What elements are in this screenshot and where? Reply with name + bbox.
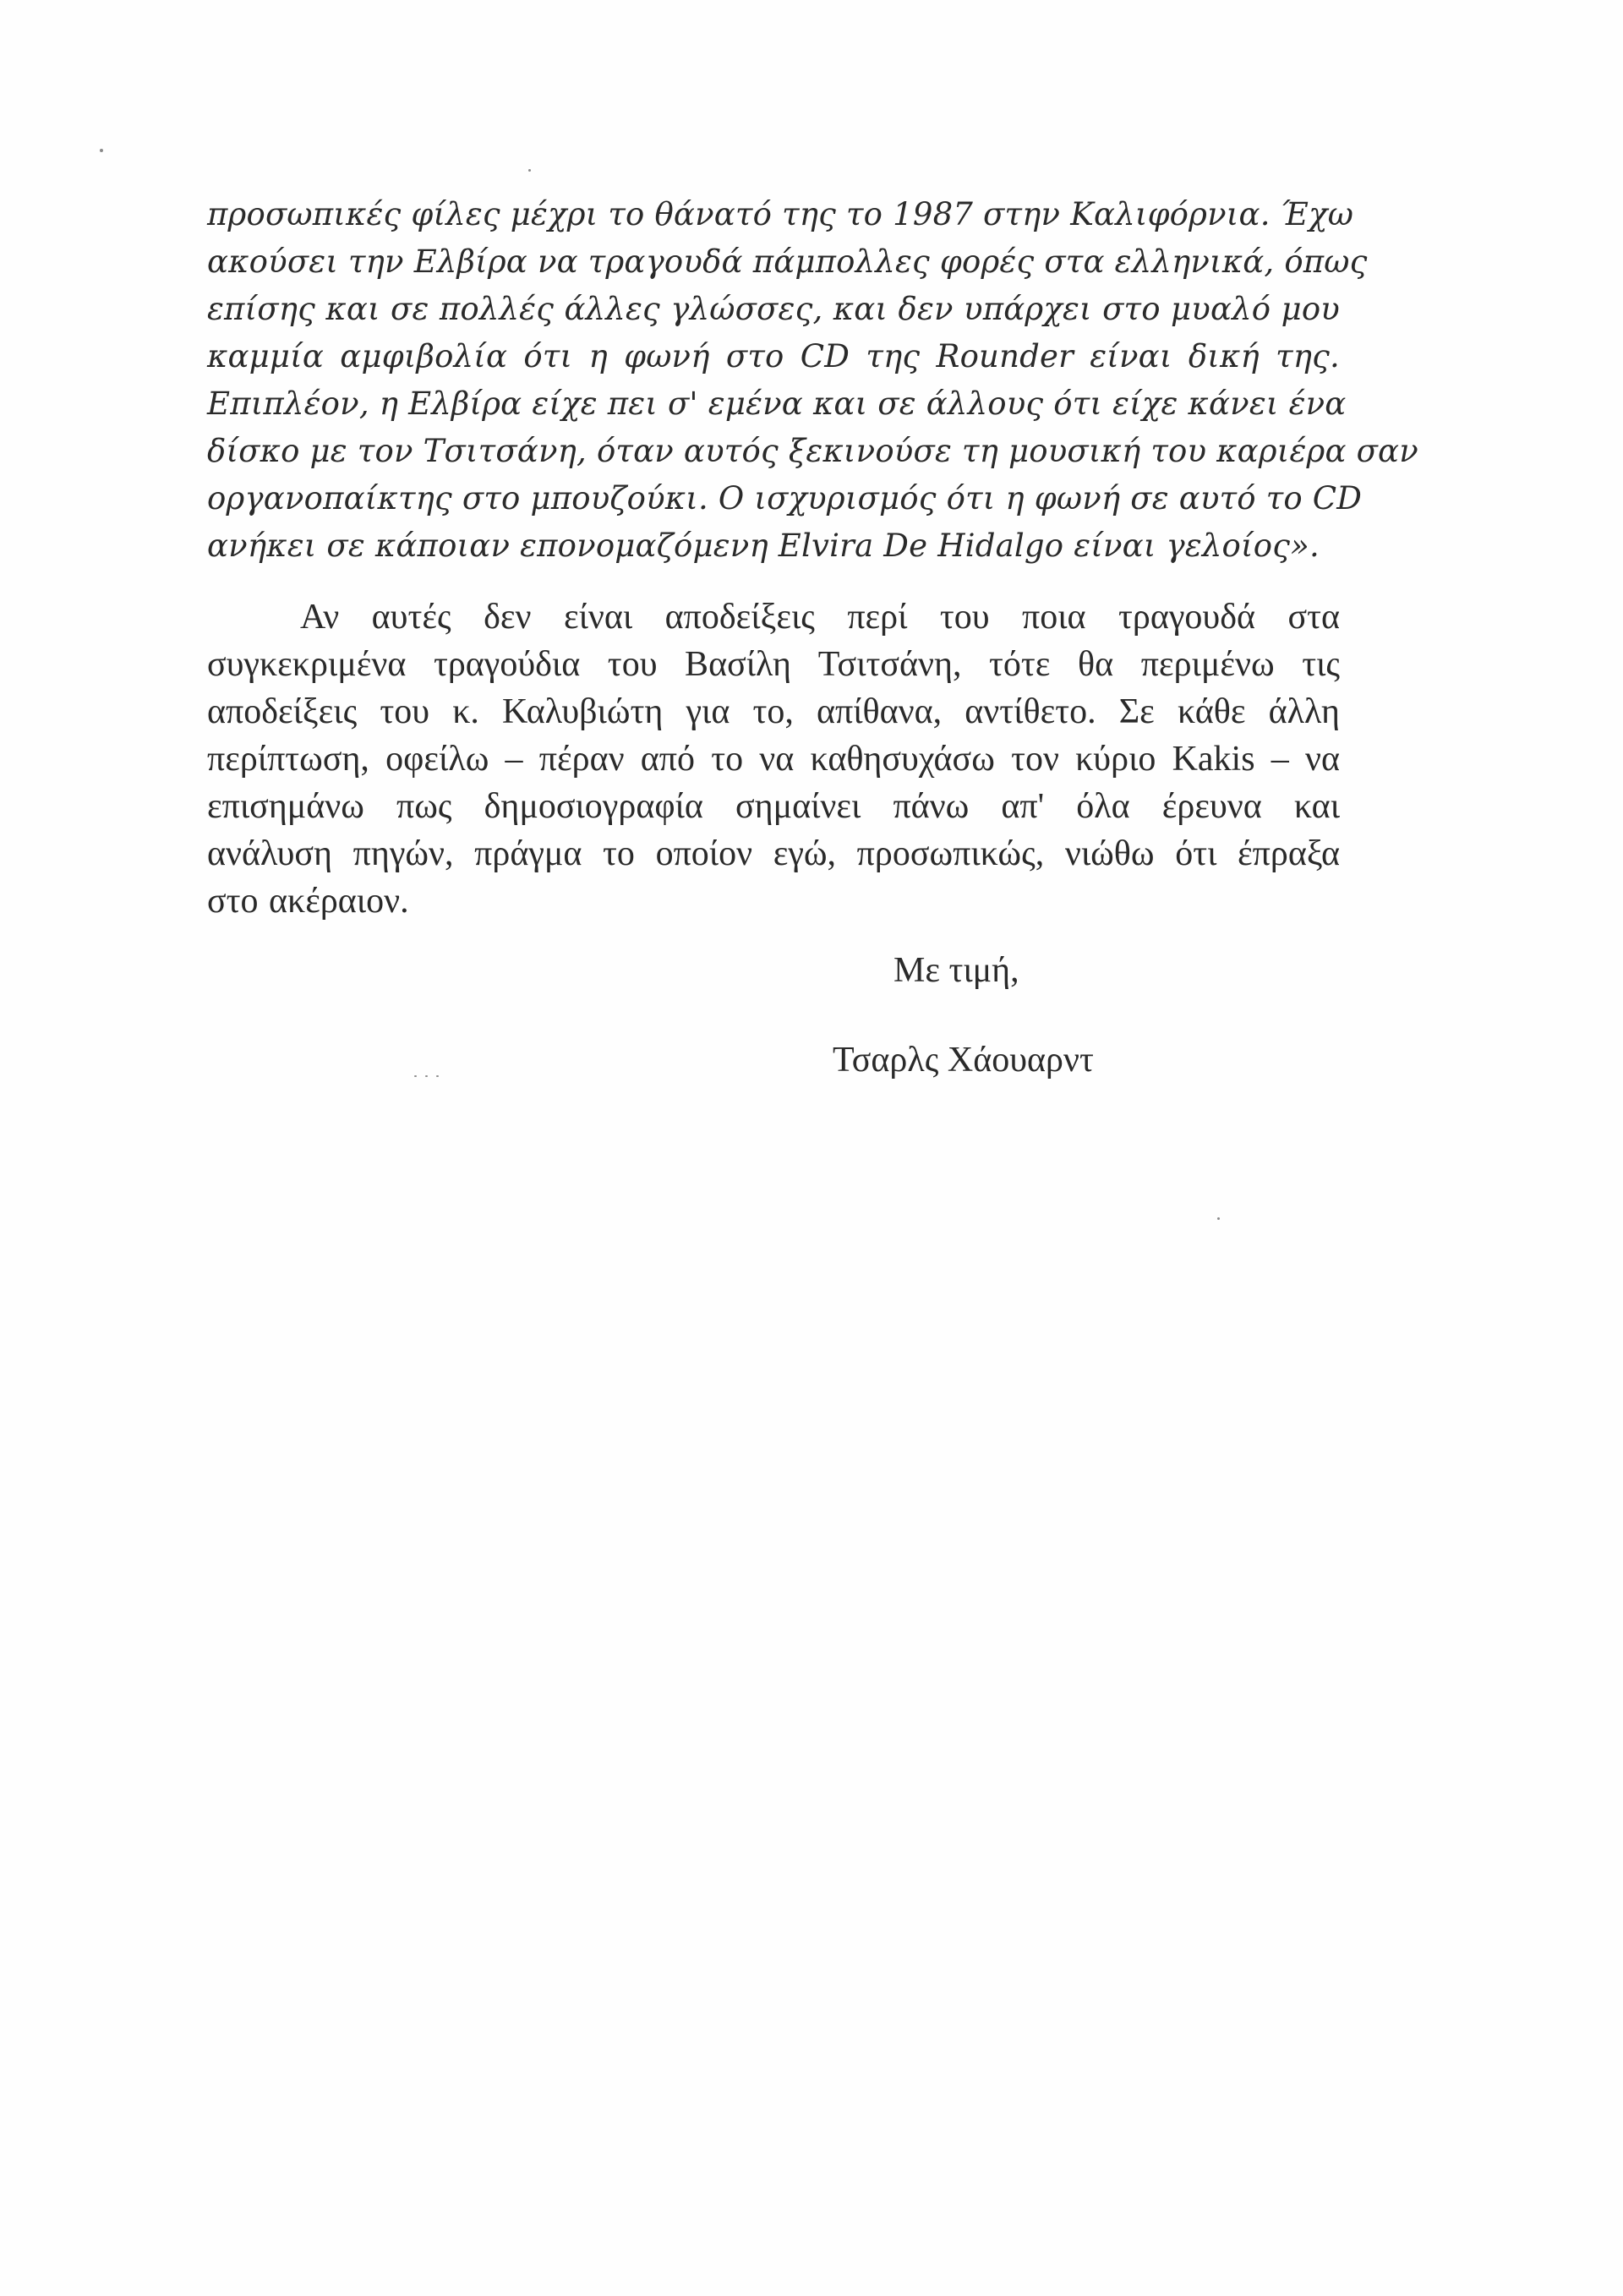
signature-name: Τσαρλς Χάουαρντ	[833, 1041, 1094, 1080]
scan-speck	[425, 1075, 428, 1077]
scan-speck	[414, 1075, 417, 1077]
quote-line-1: προσωπικές φίλες μέχρι το θάνατό της το 1987 στην Καλιφόρνια. Έχω	[207, 196, 1354, 232]
body-line-3: αποδείξεις του κ. Καλυβιώτη για το, απίθανα, αντίθετο. Σε κάθε άλλη	[207, 692, 1340, 731]
quote-line-6: δίσκο με τον Τσιτσάνη, όταν αυτός ξεκινούσε τη μουσική του καριέρα σαν	[207, 433, 1418, 469]
quote-line-7: οργανοπαίκτης στο μπουζούκι. Ο ισχυρισμός ότι η φωνή σε αυτό το CD	[207, 480, 1363, 517]
quote-line-8: ανήκει σε κάποιαν επονομαζόμενη Elvira De Hidalgo είναι γελοίος».	[207, 528, 1320, 564]
scan-speck	[528, 169, 531, 172]
closing-salutation: Με τιμή,	[893, 951, 1019, 990]
scan-speck	[1217, 1217, 1220, 1220]
body-line-1: Αν αυτές δεν είναι αποδείξεις περί του ποια τραγουδά στα	[300, 598, 1340, 637]
quote-line-3: επίσης και σε πολλές άλλες γλώσσες, και δεν υπάρχει στο μυαλό μου	[207, 291, 1340, 327]
body-line-7: στο ακέραιον.	[207, 882, 409, 921]
quote-line-5: Επιπλέον, η Ελβίρα είχε πει σ' εμένα και σε άλλους ότι είχε κάνει ένα	[207, 385, 1347, 422]
body-line-4: περίπτωση, οφείλω – πέραν από το να καθησυχάσω τον κύριο Kakis – να	[207, 740, 1340, 779]
scan-speck	[100, 149, 103, 152]
body-line-6: ανάλυση πηγών, πράγμα το οποίον εγώ, προσωπικώς, νιώθω ότι έπραξα	[207, 834, 1340, 873]
body-line-5: επισημάνω πως δημοσιογραφία σημαίνει πάνω απ' όλα έρευνα και	[207, 787, 1340, 826]
quote-line-4: καμμία αμφιβολία ότι η φωνή στο CD της Rounder είναι δική της.	[207, 338, 1340, 374]
body-line-2: συγκεκριμένα τραγούδια του Βασίλη Τσιτσάνη, τότε θα περιμένω τις	[207, 645, 1340, 684]
scan-speck	[436, 1075, 439, 1077]
quote-line-2: ακούσει την Ελβίρα να τραγουδά πάμπολλες φορές στα ελληνικά, όπως	[207, 243, 1368, 280]
